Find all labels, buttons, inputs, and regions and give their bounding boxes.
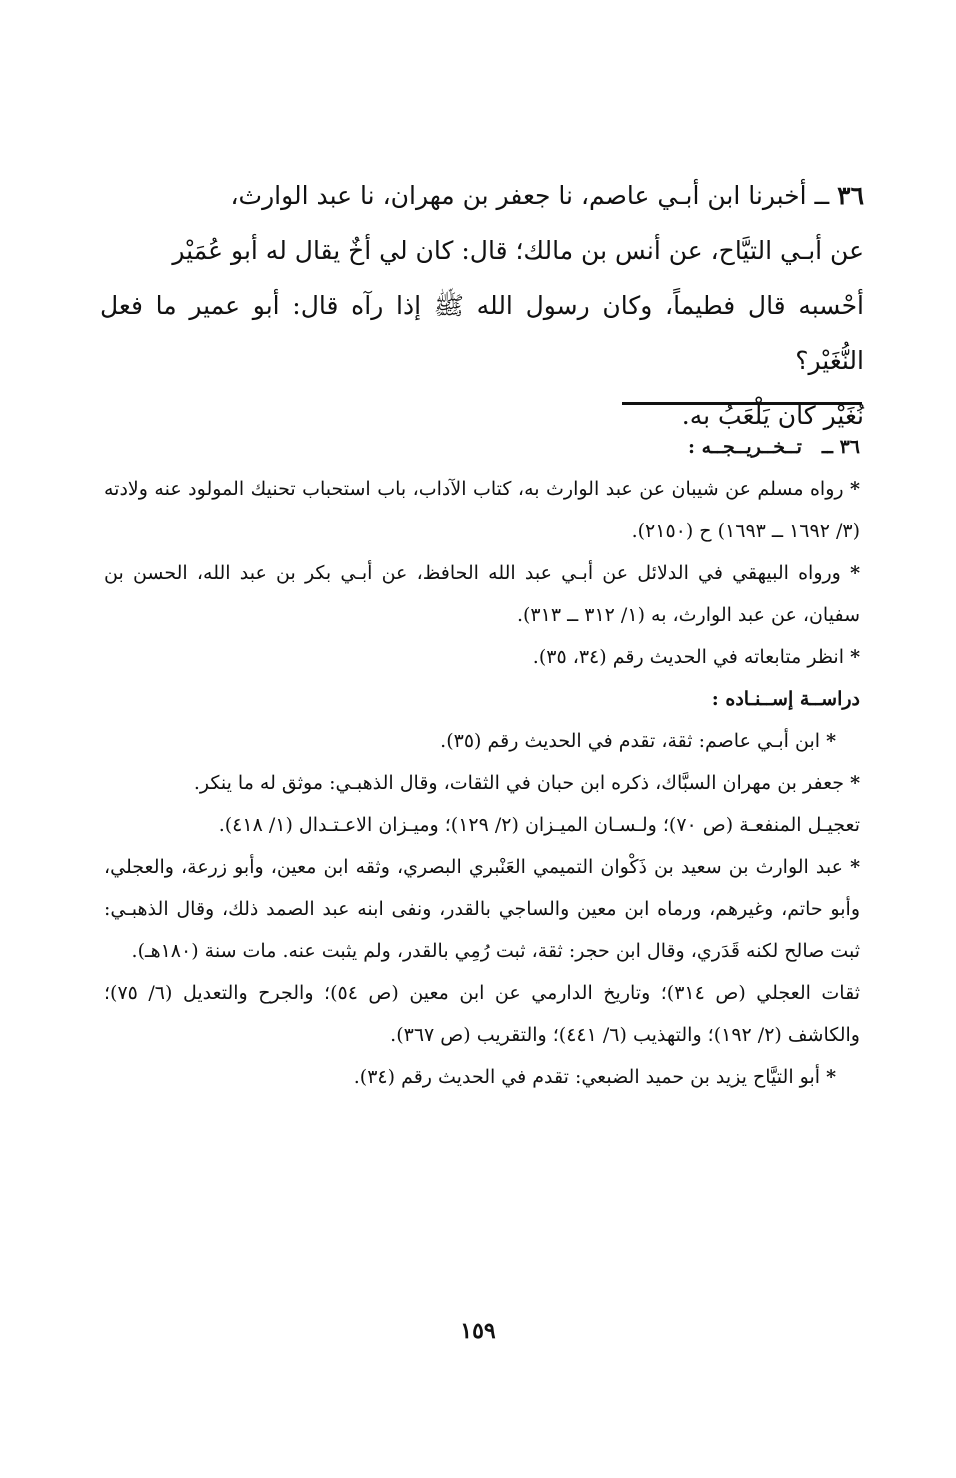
isnad-section-title: دراســة إســنـاده : bbox=[711, 688, 860, 710]
asterisk-icon: * bbox=[826, 730, 836, 752]
note-paragraph: * رواه مسلم عن شيبان عن عبد الوارث به، كتاب الآداب، باب استحباب تحنيك المولود عنه ولادته (٣/ ١٦٩٢ ــ ١٦٩٣) ح (٢١٥٠). bbox=[104, 478, 860, 542]
asterisk-icon: * bbox=[850, 772, 860, 794]
footnote-divider bbox=[622, 402, 862, 405]
page-number: ١٥٩ bbox=[460, 1318, 496, 1344]
note-paragraph: * ابن أبـي عاصم: ثقة، تقدم في الحديث رقم (٣٥). bbox=[440, 730, 836, 752]
asterisk-icon: * bbox=[850, 646, 860, 668]
hadith-line-1: ٣٦ ــ أخبرنا ابن أبـي عاصم، نا جعفر بن مهران، نا عبد الوارث، bbox=[230, 181, 864, 210]
asterisk-icon: * bbox=[826, 1066, 836, 1088]
hadith-line-4: نُغَيْر كان يَلْعَبُ به. bbox=[681, 401, 864, 430]
asterisk-icon: * bbox=[850, 562, 860, 584]
note-sources: ثقات العجلي (ص ٣١٤)؛ وتاريخ الدارمي عن ابن معين (ص ٥٤)؛ والجرح والتعديل (٦/ ٧٥)؛ والكاشف (٢/ ١٩٢)؛ والتهذيب (٦/ ٤٤١)؛ والتقريب (ص ٣٦٧). bbox=[104, 982, 860, 1046]
note-paragraph: * أبو التيَّاح يزيد بن حميد الضبعي: تقدم في الحديث رقم (٣٤). bbox=[353, 1066, 836, 1088]
note-paragraph: * ورواه البيهقي في الدلائل عن أبـي عبد الله الحافظ، عن أبـي بكر بن عبد الله، الحسن بن سفيان، عن عبد الوارث، به (١/ ٣١٢ ــ ٣١٣). bbox=[104, 562, 860, 626]
hadith-line-2: عن أبـي التيَّاح، عن أنس بن مالك؛ قال: كان لي أخٌ يقال له أبو عُمَيْر bbox=[172, 236, 864, 265]
asterisk-icon: * bbox=[850, 478, 860, 500]
hadith-number: ٣٦ bbox=[837, 181, 864, 210]
footnotes bbox=[104, 426, 860, 1098]
hadith-line-3: أحْسبه قال فطيماً، وكان رسول الله ﷺ إذا رآه قال: أبو عمير ما فعل النُّغَيْر؟ bbox=[100, 291, 864, 375]
note-paragraph: * عبد الوارث بن سعيد بن ذَكْوان التميمي العَنْبري البصري، وثقه ابن معين، وأبو زرعة، والعجلي، وأبو حاتم، وغيرهم، ورماه ابن معين والساجي بالقدر، ونفى ابنه عبد الصمد ذلك، وقال الذهبـي: ثبت صالح لكنه قَدَري، وقال ابن حجر: ثقة، ثبت رُمِي بالقدر، ولم يثبت عنه. مات سنة (١٨٠هـ). bbox=[104, 856, 860, 962]
note-sources: تعجيـل المنفعـة (ص ٧٠)؛ ولـسـان الميـزان (٢/ ١٢٩)؛ وميـزان الاعـتـدال (١/ ٤١٨). bbox=[218, 814, 860, 836]
asterisk-icon: * bbox=[850, 856, 860, 878]
note-paragraph: * انظر متابعاته في الحديث رقم (٣٤، ٣٥). bbox=[532, 646, 860, 668]
note-paragraph: * جعفر بن مهران السبَّاك، ذكره ابن حبان في الثقات، وقال الذهبـي: موثق له ما ينكر. bbox=[193, 772, 860, 794]
takhrij-heading: ٣٦ ــ تــخــريــجــه : bbox=[688, 436, 860, 458]
